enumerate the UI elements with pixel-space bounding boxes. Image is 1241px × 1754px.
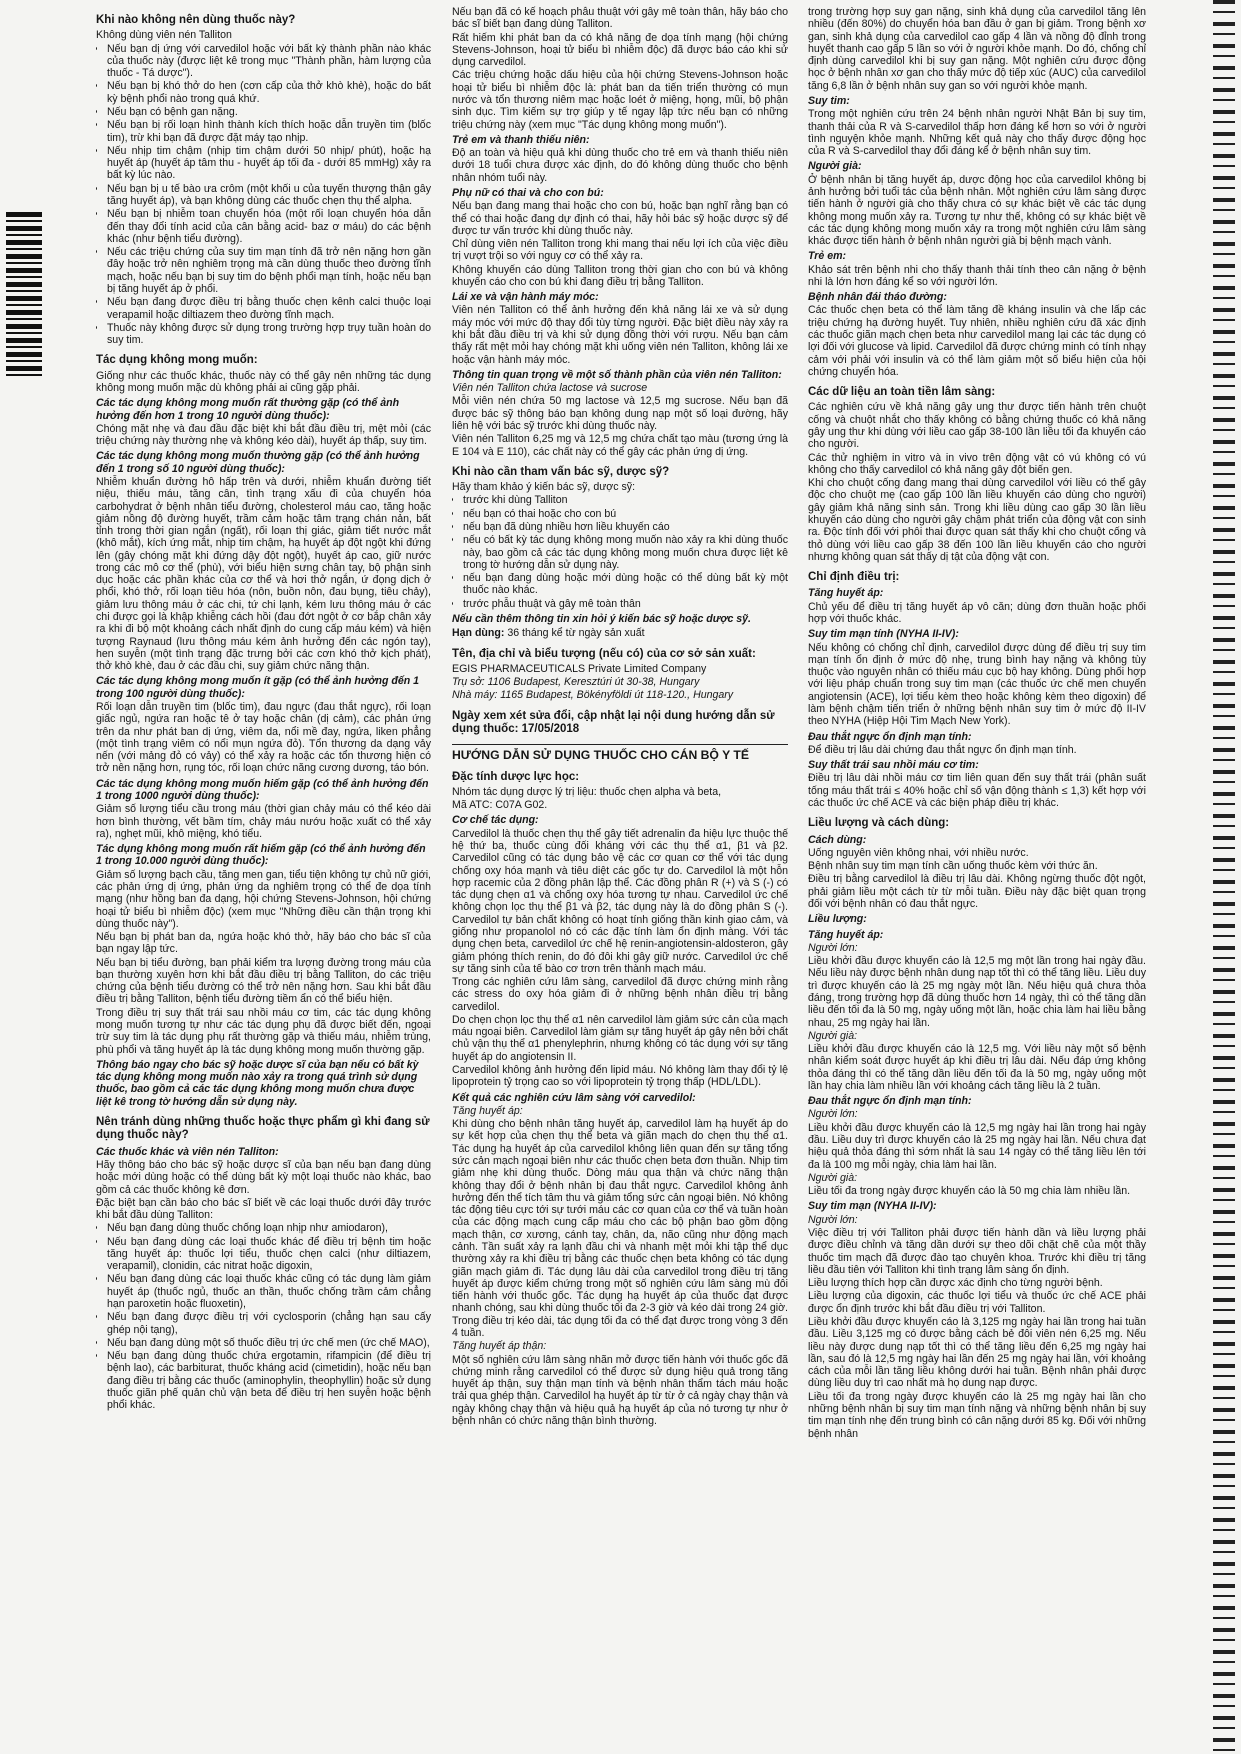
list-item: • Nếu bạn đang dùng một số thuốc điều trị ức chế men (ức chế MAO), bbox=[107, 1337, 431, 1349]
paragraph: Khi dùng cho bệnh nhân tăng huyết áp, carvedilol làm hạ huyết áp do sự kết hợp của chẹn thụ thể beta và giãn mạch do chẹn thụ thể α1. Tác dụng hạ huyết áp của carvedilol không liên quan đến sự tăng tổng sức cản mạch ngoại biên như các thuốc chẹn beta đơn thuần. Nhịp tim giảm nhẹ khi dùng thuốc. Dòng máu qua thận và chức năng thận không thay đổi ở bệnh nhân bị đau thắt ngực. Carvedilol không ảnh hưởng đến thể tích tâm thu và giảm tổng sức cản ngoại biên. Nó không tác động tiêu cực tới sự tưới máu các cơ quan của cơ thể và tuần hoàn của các động mạch cung cấp máu cho các bộ phận bao gồm động mạch thận, cơ xương, cánh tay, chân, da, não cũng như động mạch cảnh. Tần suất xảy ra lạnh đầu chi và nhanh mệt mỏi khi tập thể dục thường xảy ra khi điều trị bằng các thuốc chẹn beta không có tác dụng giãn mạch giảm đi. Tác dụng lâu dài của carvedilol trong điều trị tăng huyết áp được kiểm chứng trong một số nghiên cứu lâm sàng mù đôi tiến hành với thuốc gốc. Tác dụng hạ huyết áp của thuốc đạt được nhanh chóng, sau khi dùng thuốc tối đa 2-3 giờ và kéo dài trong 24 giờ. Trong điều trị kéo dài, tác dụng tối đa có thể đạt được trong vòng 3 đến 4 tuần. bbox=[452, 1118, 788, 1339]
paragraph: Hãy tham khảo ý kiến bác sỹ, dược sỹ: bbox=[452, 481, 636, 494]
paragraph: Chủ yếu để điều trị tăng huyết áp vô căn; dùng đơn thuần hoặc phối hợp với thuốc khác. bbox=[808, 600, 1146, 626]
list-item: • Nếu bạn có bệnh gan nặng. bbox=[107, 106, 431, 118]
paragraph: Việc điều trị với Talliton phải được tiến hành dần và liều lượng phải được điều chỉnh và tăng dần dưới sự theo dõi chặt chẽ của một thầy thuốc tim mạch đã được đào tạo chuyên khoa. Trước khi điều trị tăng liều đầu tiên với Talliton khi tình trạng lâm sàng ổn định. bbox=[808, 1227, 1146, 1276]
subheading: Các tác dụng không mong muốn thường gặp (có thể ảnh hưởng đến 1 trong số 10 người dùng thuốc): bbox=[96, 450, 420, 475]
list-item: • Nếu bạn bị nhiễm toan chuyển hóa (một rối loạn chuyển hóa dẫn đến thay đổi tính acid của cân bằng acid- baz ơ máu) do các bệnh khác (như bệnh tiểu đường). bbox=[107, 208, 431, 245]
bullet-list bbox=[96, 43, 431, 347]
paragraph: Một số nghiên cứu lâm sàng nhãn mở được tiến hành với thuốc gốc đã chứng minh rằng carvedilol có thể được sử dụng hiệu quả trong tăng huyết áp thận, suy thận mạn tính và bệnh nhân thẩm tách máu hoặc trải qua ghép thận. Carvedilol hạ huyết áp từ từ ở cả ngày chạy thận và ngày không chạy thận và hiệu quả hạ huyết áp của nó tương tự như ở bệnh nhân có chức năng thận bình thường. bbox=[452, 1353, 788, 1427]
paragraph: Độ an toàn và hiệu quả khi dùng thuốc cho trẻ em và thanh thiếu niên dưới 18 tuổi chưa được xác định, do đó không dùng thuốc cho bệnh nhân nhóm tuổi này. bbox=[452, 147, 788, 184]
list-item: • nếu có bất kỳ tác dụng không mong muốn nào xảy ra khi dùng thuốc này, bao gồm cả các tác dụng không mong muốn chưa được liệt kê trong tờ hướng dẫn sử dụng này. bbox=[463, 534, 788, 571]
italic-label: Viên nén Talliton chứa lactose và sucrose bbox=[452, 382, 648, 395]
paragraph: Nếu bạn đang mang thai hoặc cho con bú, hoặc bạn nghĩ rằng bạn có thể có thai hoặc đang dự định có thai, hãy hỏi bác sỹ hoặc dược sỹ để được tư vấn trước khi dùng thuốc này. bbox=[452, 200, 788, 237]
paragraph: Các nghiên cứu về khả năng gây ung thư được tiến hành trên chuột cống và chuột nhắt cho thấy không có bằng chứng thuốc có khả năng gây ung thư khi dùng với liều cao gấp 38-100 lần liều tối đa khuyến cáo cho người. bbox=[808, 401, 1146, 451]
paragraph: Nếu bạn đã có kế hoạch phẫu thuật với gây mê toàn thân, hãy báo cho bác sĩ biết bạn đang dùng Talliton. bbox=[452, 6, 788, 31]
list-item: • nếu bạn có thai hoặc cho con bú bbox=[463, 508, 788, 520]
paragraph: Khảo sát trên bệnh nhi cho thấy thanh thải tính theo cân nặng ở bệnh nhi là lớn hơn đáng kể so với người lớn. bbox=[808, 263, 1146, 288]
paragraph: Nhóm tác dụng dược lý trị liệu: thuốc chẹn alpha và beta, bbox=[452, 785, 722, 798]
subheading: Các tác dụng không mong muốn ít gặp (có thể ảnh hưởng đến 1 trong 100 người dùng thuốc): bbox=[96, 675, 420, 700]
paragraph: Rối loạn dẫn truyền tim (blốc tim), đau ngực (đau thắt ngực), rối loạn giấc ngủ, ngứa ran hoặc tê ở tay hoặc chân (dị cảm), các phản ứng trên da như phát ban dị ứng, viêm da, nổi mề đay, ngứa, liken phẳng (một tình trạng viêm có nổi mụn ngứa đỏ). Tổn thương da dạng vảy nến (với mảng đỏ có vảy) có thể xảy ra hoặc các tổn thương hiện có trở nên nặng hơn, rụng tóc, rối loạn chức năng cương dương, táo bón. bbox=[96, 701, 431, 775]
list-item: • Nếu nhịp tim chậm (nhịp tim chậm dưới 50 nhịp/ phút), hoặc hạ huyết áp (huyết áp tâm thu - huyết áp tối đa - dưới 85 mmHg) xảy ra bất kỳ lúc nào. bbox=[107, 145, 431, 182]
paragraph: Liều tối đa trong ngày được khuyến cáo là 25 mg ngày hai lần cho những bệnh nhân bị suy tim mạn tính nặng và những bệnh nhân bị suy tim mạn tính nhẹ đến trung bình có cân nặng dưới 85 kg. Đối với những bệnh nhân bbox=[808, 1390, 1146, 1440]
paragraph: Trong các nghiên cứu lâm sàng, carvedilol đã được chứng minh rằng các stress do oxy hóa giảm đi ở những bệnh nhân điều trị bằng carvedilol. bbox=[452, 976, 788, 1013]
paragraph: Do chẹn chọn lọc thụ thể α1 nên carvedilol làm giảm sức cản của mạch máu ngoại biên. Carvedilol làm giảm sự tăng huyết áp gây nên bởi chất chủ vận thụ thể α1 phenylephrin, nhưng không có tác dụng với sự tăng huyết áp do angiotensin II. bbox=[452, 1013, 788, 1063]
paragraph: Liều khởi đầu được khuyến cáo là 12,5 mg. Với liều này một số bệnh nhân kiểm soát được huyết áp khi điều trị lâu dài. Nếu đáp ứng không thỏa đáng thì có thể tăng dần liều đến tối đa là 50 mg, ngày uống một lần hay chia làm nhiều lần với khoảng cách tăng liều là 2 tuần. bbox=[808, 1043, 1146, 1092]
subheading: Lái xe và vận hành máy móc: bbox=[452, 291, 599, 304]
paragraph: Bệnh nhân suy tim mạn tính cần uống thuốc kèm với thức ăn. bbox=[808, 860, 1098, 873]
paragraph: Ở bệnh nhân bị tăng huyết áp, dược động học của carvedilol không bị ảnh hưởng bởi tuổi tác của bệnh nhân. Một nghiên cứu lâm sàng được tiến hành ở người già cho thấy chưa có sự khác biệt về các tác dụng không mong muốn xảy ra. Tương tự như thế, không có sự khác biệt về các tác dụng không mong muốn xảy ra trong một nghiên cứu lâm sàng khác được tiến hành ở bệnh nhân người già bị bệnh mạch vành. bbox=[808, 173, 1146, 248]
section-heading: Các dữ liệu an toàn tiền lâm sàng: bbox=[808, 386, 996, 399]
paragraph: Khi cho chuột cống đang mang thai dùng carvedilol với liều có thể gây độc cho chuột mẹ (cao gấp 100 lần liều khuyến cáo dùng cho người) gây giảm khả năng sinh sản. Trong khi liều dùng cao gấp 30 lần liều khuyến cáo dùng cho người gây chậm phát triển của động vật con sinh ra. Độc tính đối với phôi thai được quan sát thấy khi cho chuột cống và thỏ dùng với liều cao gấp 38 đến 100 lần liều khuyến cáo cho người nhưng không quan sát thấy dị tật của động vật con. bbox=[808, 477, 1146, 563]
subheading: Liều lượng: bbox=[808, 913, 867, 926]
paragraph: Mỗi viên nén chứa 50 mg lactose và 12,5 mg sucrose. Nếu bạn đã được bác sỹ thông báo bạn không dung nạp một số loại đường, hãy liên hệ với bác sỹ trước khi dùng thuốc này. bbox=[452, 395, 788, 432]
paragraph: Giảm số lượng bạch cầu, tăng men gan, tiểu tiện không tự chủ nữ giới, các phản ứng dị ứng, phản ứng da nghiêm trọng có thể đe dọa tính mạng (như hồng ban đa dạng, hội chứng Stevens-Johnson, hội chứng hoại tử biểu bì nhiễm độc) (xem mục "Những điều cần thận trọng khi dùng thuốc này"). bbox=[96, 868, 431, 930]
paragraph: Mã ATC: C07A G02. bbox=[452, 799, 548, 812]
italic-label: Người lớn: bbox=[808, 1108, 858, 1121]
subheading: Đau thắt ngực ổn định mạn tính: bbox=[808, 730, 972, 743]
paragraph: Nếu bạn bị phát ban da, ngứa hoặc khó thở, hãy báo cho bác sĩ của bạn ngay lập tức. bbox=[96, 931, 431, 956]
paragraph: Liều khởi đầu được khuyến cáo là 12,5 mg ngày hai lần trong hai ngày đầu. Liều duy trì được khuyến cáo là 25 mg ngày hai lần. Nếu chưa đạt hiệu quả thỏa đáng thì sớm nhất là sau 14 ngày có thể tăng liều lên tới đa là 100 mg mỗi ngày, chia làm hai lần. bbox=[808, 1121, 1146, 1171]
italic-label: Người già: bbox=[808, 1171, 858, 1184]
list-item: • Nếu bạn đang dùng các loại thuốc khác để điều trị bệnh tim hoặc tăng huyết áp: thuốc lợi tiểu, thuốc chẹn calci (như diltiazem, verapamil), clonidin, các nitrat hoặc digoxin, bbox=[107, 1236, 431, 1273]
paragraph: Carvedilol không ảnh hưởng đến lipid máu. Nó không làm thay đổi tỷ lệ lipoprotein tỷ trọng cao so với lipoprotein tỷ trọng thấp (HDL/LDL). bbox=[452, 1064, 788, 1089]
expiry-row bbox=[452, 627, 788, 639]
list-item: • Nếu bạn dị ứng với carvedilol hoặc với bất kỳ thành phần nào khác của thuốc này (được liệt kê trong mục "Thành phần, hàm lượng của thuốc - Tá dược"). bbox=[107, 43, 431, 80]
italic-label: Người lớn: bbox=[808, 941, 858, 954]
list-item: • Thuốc này không được sử dụng trong trường hợp trụy tuần hoàn do suy tim. bbox=[107, 322, 431, 347]
expiry-label: Hạn dùng: bbox=[452, 627, 505, 640]
paragraph: Carvedilol là thuốc chẹn thụ thể gây tiết adrenalin đa hiệu lực thuộc thế hệ thứ ba, thuốc cùng đối kháng với các thụ thể α1, β1 và β2. Carvedilol cũng có tác dụng bảo vệ các cơ quan cơ thể với tác dụng chống oxy hóa mạnh và tiêu diệt các gốc tự do. Carvedilol là một hỗn hợp racemic của 2 đồng phân lập thể. Các đồng phân R (+) và S (-) có tác dụng chẹn α1 và chống oxy hóa tương tự nhau. Carvedilol ức chế không chọn lọc thụ thể β1 và β2, tác dụng này là do đồng phân S (-). Carvedilol tự bản chất không có hoạt tính giống thần kinh giao cảm, và giống như propanolol nó có các đặc tính làm ổn định màng. Với tác dụng chẹn beta, carvedilol ức chế hệ renin-angiotensin-aldosteron, gây giảm phóng thích renin, do đó đôi khi gây giữ nước. Carvedilol ức chế sự tăng sinh của tế bào cơ trơn trên thành mạch máu. bbox=[452, 827, 788, 975]
paragraph: trong trường hợp suy gan nặng, sinh khả dụng của carvedilol tăng lên nhiều (đến 80%) do chuyển hóa ban đầu ở gan bị giảm. Trong bệnh xơ gan, sinh khả dụng của carvedilol cao gấp 4 lần và nồng độ đỉnh trong huyết thanh cao gấp 5 lần so với ở người khỏe mạnh. Do đó, chống chỉ định dùng carvedilol khi bị suy gan nặng. Một nghiên cứu được động học ở bệnh nhân xơ gan cho thấy mức độ tiếp xúc (AUC) của carvedilol tăng 6,8 lần ở bệnh nhân suy gan so với người khỏe mạnh. bbox=[808, 6, 1146, 92]
text-column-1 bbox=[96, 6, 431, 1413]
paragraph: Viên nén Talliton có thể ảnh hưởng đến khả năng lái xe và sử dụng máy móc với mức độ thay đổi tùy từng người. Đặc biệt điều này xảy ra khi bắt đầu điều trị và khi sử dụng đồng thời với rượu. Nếu bạn cảm thấy rất mệt mỏi hay chóng mặt khi uống viên nén Talliton, không lái xe hoặc vận hành máy móc. bbox=[452, 304, 788, 366]
list-item: • trước phẫu thuật và gây mê toàn thân bbox=[463, 598, 788, 610]
list-item: • nếu bạn đã dùng nhiều hơn liều khuyến cáo bbox=[463, 521, 788, 533]
section-heading: Tên, địa chỉ và biểu tượng (nếu có) của cơ sở sản xuất: bbox=[452, 647, 756, 660]
paragraph: Nếu không có chống chỉ định, carvedilol được dùng để điều trị suy tim mạn tính ổn định ở mức độ nhẹ, trung bình hay nặng và không tùy thuộc vào nguyên nhân có thiếu máu cục bộ hay không. Dùng phối hợp với liệu pháp chuẩn trong suy tim mạn (các thuốc ức chế men chuyển angiotensin (ACE), lợi tiểu kèm theo hoặc không kèm theo digoxin) để làm bệnh chậm tiến triển ở những bệnh nhân suy tim ở mức độ II-IV theo NYHA (Hiệp Hội Tim Mạch New York). bbox=[808, 641, 1146, 728]
text-column-3 bbox=[808, 6, 1146, 1441]
section-heading: Khi nào cần tham vấn bác sỹ, dược sỹ? bbox=[452, 465, 670, 478]
subheading: Phụ nữ có thai và cho con bú: bbox=[452, 186, 604, 199]
paragraph: Nhiễm khuẩn đường hô hấp trên và dưới, nhiễm khuẩn đường tiết niệu, thiếu máu, tăng cân, tình trạng xấu đi của chuyển hóa carbohydrat ở bệnh nhân tiểu đường, cholesterol máu cao, tăng hoặc giảm nồng độ đường huyết, trầm cảm hoặc tâm trạng chán nản, bất tỉnh trong thời gian ngắn (ngất), rối loạn thị giác, giảm tiết nước mắt (khô mắt), kích ứng mắt, nhịp tim chậm, hạ huyết áp đột ngột khi đứng lên (gây chóng mặt khi đứng dậy đột ngột), huyết áp cao, giữ nước trong các mô cơ thể (phù), với biểu hiện sưng chân tay, bộ phận sinh dục hoặc các phần khác của cơ thể và hơi thở ngắn, ứ đọng dịch ở phổi, khó thở, rối loạn tiêu hóa (nôn, buồn nôn, đau bụng, tiêu chảy), giảm lưu thông máu ở các chi, tứ chi lạnh, kém lưu thông máu ở các chi được gọi là khập khiễng cách hồi (đau đớt ngột ở cơ bắp chân xảy ra khi đi bộ một khoảng cách nhất định do cung cấp máu kém) và hiện tượng Raynaud (lưu thông máu kém ảnh hưởng đến các ngón tay), hen suyễn (một tình trạng đặc trưng bởi các cơn khó thở kịch phát), thở khò khè, đau ở các đầu chi, suy giảm chức năng thận. bbox=[96, 475, 431, 673]
subheading: Cách dùng: bbox=[808, 833, 867, 846]
paragraph: Để điều trị lâu dài chứng đau thắt ngực ổn định mạn tính. bbox=[808, 743, 1077, 756]
list-item: • Nếu bạn bị u tế bào ưa crôm (một khối u của tuyến thượng thận gây tăng huyết áp), và bạn không dùng các thuốc chẹn thụ thể alpha. bbox=[107, 183, 431, 208]
subheading: Suy tim: bbox=[808, 94, 850, 107]
subheading: Suy thất trái sau nhồi máu cơ tim: bbox=[808, 759, 979, 772]
list-item: • Nếu bạn đang dùng các loại thuốc khác cũng có tác dụng làm giảm huyết áp (thuốc ngủ, thuốc an thần, thuốc chống trầm cảm chẳng hạn paroxetin hoặc fluoxetin), bbox=[107, 1273, 431, 1310]
subheading: Tác dụng không mong muốn rất hiếm gặp (có thể ảnh hưởng đến 1 trong 10.000 người dùng thuốc): bbox=[96, 843, 426, 868]
list-item: • trước khi dùng Talliton bbox=[463, 494, 788, 506]
subheading: Nếu cần thêm thông tin xin hỏi ý kiến bác sỹ hoặc dược sỹ. bbox=[452, 612, 752, 625]
paragraph: Liều khởi đầu được khuyến cáo là 3,125 mg ngày hai lần trong hai tuần đầu. Liều 3,125 mg có được bằng cách bẻ đôi viên nén 6,25 mg. Nếu liều này được dung nạp tốt thì có thể tăng liều đến 6,25 mg ngày hai lần, sau đó là 12,5 mg ngày hai lần đến 25 mg ngày hai lần, với khoảng cách của mỗi lần tăng liều không dưới hai tuần. Bệnh nhân phải được dùng liều duy trì cao nhất mà họ dung nạp được. bbox=[808, 1315, 1146, 1390]
registration-mark-strip bbox=[1213, 0, 1235, 1754]
subheading: Suy tim mạn (NYHA II-IV): bbox=[808, 1200, 937, 1213]
paragraph: Điều trị bằng carvedilol là điều trị lâu dài. Không ngừng thuốc đột ngột, phải giảm liều một cách từ từ mỗi tuần. Điều này đặc biệt quan trọng đối với bệnh nhân có đau thắt ngực. bbox=[808, 873, 1146, 910]
paragraph: Liều lượng của digoxin, các thuốc lợi tiểu và thuốc ức chế ACE phải được ổn định trước khi bắt đầu điều trị với Talliton. bbox=[808, 1290, 1146, 1315]
subheading: Thông báo ngay cho bác sỹ hoặc dược sĩ của bạn nếu có bất kỳ tác dụng không mong muốn nào xảy ra trong quá trình sử dụng thuốc, bao gồm cả các tác dụng không mong muốn chưa được liệt kê trong tờ hướng dẫn sử dụng này. bbox=[96, 1058, 419, 1108]
section-heading: Khi nào không nên dùng thuốc này? bbox=[96, 14, 296, 26]
italic-label: Tăng huyết áp: bbox=[452, 1104, 523, 1117]
section-heading: Đặc tính dược lực học: bbox=[452, 770, 580, 783]
list-item: • nếu bạn đang dùng hoặc mới dùng hoặc có thể dùng bất kỳ một thuốc nào khác. bbox=[463, 572, 788, 597]
barcode-mark bbox=[6, 212, 42, 377]
list-item: • Nếu bạn đang được điều trị với cyclosporin (chẳng hạn sau cấy ghép nội tạng), bbox=[107, 1311, 431, 1336]
paragraph: Không dùng viên nén Talliton bbox=[96, 29, 232, 42]
text-column-2 bbox=[452, 6, 788, 1428]
paragraph: Uống nguyên viên không nhai, với nhiều nước. bbox=[808, 846, 1029, 859]
list-item: • Nếu bạn bị khó thở do hen (cơn cấp của thở khò khè), hoặc do bất kỳ bệnh phổi nào trong quá khứ. bbox=[107, 80, 431, 105]
section-heading: Tác dụng không mong muốn: bbox=[96, 354, 258, 367]
subheading: Cơ chế tác dụng: bbox=[452, 814, 539, 827]
subheading: Bệnh nhân đái tháo đường: bbox=[808, 291, 947, 304]
list-item: • Nếu bạn bị rối loạn hình thành kích thích hoặc dẫn truyền tim (blốc tim), trừ khi bạn đã được đặt máy tạo nhịp. bbox=[107, 119, 431, 144]
paragraph: Không khuyến cáo dùng Talliton trong thời gian cho con bú và không khuyến cáo cho con bú khi đang điều trị bằng Talliton. bbox=[452, 263, 788, 288]
subheading: Tăng huyết áp: bbox=[808, 928, 884, 941]
paragraph: Chỉ dùng viên nén Talliton trong khi mang thai nếu lợi ích của việc điều trị vượt trội so với nguy cơ có thể xảy ra. bbox=[452, 238, 788, 263]
paragraph: Liều lượng thích hợp cần được xác định cho từng người bệnh. bbox=[808, 1277, 1103, 1290]
paragraph: Rất hiếm khi phát ban da có khả năng đe dọa tính mạng (hội chứng Stevens-Johnson, hoại tử biểu bì nhiễm độc) đã được báo cáo khi sử dụng carvedilol. bbox=[452, 31, 788, 69]
paragraph: Chóng mặt nhẹ và đau đầu đặc biệt khi bắt đầu điều trị, mệt mỏi (các triệu chứng này thường nhẹ và không kéo dài), huyết áp thấp, suy tim. bbox=[96, 422, 431, 448]
subheading: Tăng huyết áp: bbox=[808, 587, 884, 600]
paragraph: Giống như các thuốc khác, thuốc này có thể gây nên những tác dụng không mong muốn mặc dù không phải ai cũng gặp phải. bbox=[96, 369, 431, 394]
italic-label: Người già: bbox=[808, 1029, 858, 1042]
italic-label: Tăng huyết áp thận: bbox=[452, 1340, 547, 1353]
bullet-list bbox=[96, 1222, 431, 1411]
paragraph: Đặc biệt bạn cần báo cho bác sĩ biết về các loại thuốc dưới đây trước khi bắt đầu dùng Talliton: bbox=[96, 1196, 431, 1222]
subheading: Người già: bbox=[808, 160, 862, 173]
subheading: Các tác dụng không mong muốn hiếm gặp (có thể ảnh hưởng đến 1 trong 1000 người dùng thuốc): bbox=[96, 777, 429, 802]
paragraph: Viên nén Talliton 6,25 mg và 12,5 mg chứa chất tạo màu (tương ứng là E 104 và E 110), các chất này có thể gây các phản ứng dị ứng. bbox=[452, 433, 788, 458]
paragraph: Nếu bạn bị tiểu đường, bạn phải kiểm tra lượng đường trong máu của bạn thường xuyên hơn khi bắt đầu điều trị bằng Talliton, do các triệu chứng của bệnh tiểu đường có thể trở nên nặng hơn. Sau khi bắt đầu điều trị bằng Talliton, bệnh tiểu đường tiềm ẩn có thể biểu hiện. bbox=[96, 956, 431, 1006]
list-item: • Nếu bạn đang được điều trị bằng thuốc chẹn kênh calci thuộc loại verapamil hoặc diltiazem theo đường tĩnh mạch. bbox=[107, 296, 431, 321]
subheading: Kết quả các nghiên cứu lâm sàng với carvedilol: bbox=[452, 1091, 696, 1104]
paragraph: Các thử nghiệm in vitro và in vivo trên động vật có vú không có vú không cho thấy carvedilol có khả năng gây đột biến gen. bbox=[808, 451, 1146, 476]
paragraph: Giảm số lượng tiểu cầu trong máu (thời gian chảy máu có thể kéo dài hơn bình thường, vết bầm tím, chảy máu nướu hoặc xuất có thể xảy ra), nghẹt mũi, khô miệng, khó tiểu. bbox=[96, 803, 431, 840]
paragraph: Liều khởi đầu được khuyến cáo là 12,5 mg một lần trong hai ngày đầu. Nếu liều này được bệnh nhân dung nạp tốt thì có thể tăng liều. Liều duy trì được khuyến cáo là 25 mg ngày một lần. Nếu hiệu quả chưa thỏa đáng, trong trường hợp đã dùng thuốc hơn 14 ngày, thì có thể tăng dần liều đến tối đa là 50 mg, ngày uống một lần, hoặc chia làm hai liều bằng nhau, 25 mg ngày hai lần. bbox=[808, 955, 1146, 1029]
subheading: Suy tim mạn tính (NYHA II-IV): bbox=[808, 628, 959, 641]
paragraph: Trong điều trị suy thất trái sau nhồi máu cơ tim, các tác dụng không mong muốn tương tự như các tác dụng phụ đã được biết đến, ngoại trừ suy tim là tác dụng phụ rất thường gặp và thiếu máu, nhiễm trùng, phù phổi và tăng huyết áp là tác dụng không mong muốn thường gặp. bbox=[96, 1006, 431, 1056]
subheading: Trẻ em: bbox=[808, 250, 847, 263]
bullet-list bbox=[452, 494, 788, 610]
list-item: • Nếu các triệu chứng của suy tim mạn tính đã trở nên nặng hơn gần đây hoặc trở nên nghiêm trọng mà cần dùng thuốc theo đường tĩnh mạch, hoặc nếu bạn bị suy tim do bệnh phổi mạn tính, hoặc nếu bạn bị tăng huyết áp ở phổi. bbox=[107, 246, 431, 295]
paragraph: Liều tối đa trong ngày được khuyến cáo là 50 mg chia làm nhiều lần. bbox=[808, 1185, 1131, 1198]
paragraph: EGIS PHARMACEUTICALS Private Limited Company bbox=[452, 662, 707, 675]
subheading: Các thuốc khác và viên nén Talliton: bbox=[96, 1145, 279, 1158]
paragraph: Hãy thông báo cho bác sỹ hoặc dược sĩ của bạn nếu bạn đang dùng hoặc mới dùng hoặc có thể dùng bất kỳ một loại thuốc nào khác, bao gồm cả các thuốc không kê đơn. bbox=[96, 1158, 431, 1196]
section-heading: Chỉ định điều trị: bbox=[808, 571, 900, 584]
italic-label: Trụ sở: 1106 Budapest, Keresztúri út 30-38, Hungary bbox=[452, 676, 700, 689]
list-item: • Nếu bạn đang dùng thuốc chứa ergotamin, rifampicin (để điều trị bệnh lao), các barbiturat, thuốc kháng acid (cimetidin), hoặc nếu bạn đang điều trị bằng các thuốc (aminophylin, theophyllin) hoặc sử dụng thuốc giãn phế quản chủ vận beta để điều trị hen suyễn hoặc bệnh phổi khác. bbox=[107, 1350, 431, 1411]
paragraph: Điều trị lâu dài nhồi máu cơ tim liên quan đến suy thất trái (phân suất tống máu thất trái ≤ 40% hoặc chỉ số vận động thành ≤ 1,3) kết hợp với các thuốc ức chế ACE và các biện pháp điều trị khác. bbox=[808, 772, 1146, 809]
paragraph: Các thuốc chẹn beta có thể làm tăng đề kháng insulin và che lấp các triệu chứng hạ đường huyết. Tuy nhiên, nhiều nghiên cứu đã xác định các thuốc giãn mạch chẹn beta như carvedilol mang lại các tác dụng có lợi đối với glucose và lipid. Carvedilol đã được chứng minh có tính nhạy cảm với phải với insulin và có thể làm giảm một số biểu hiện của hội chứng chuyển hóa. bbox=[808, 304, 1146, 378]
section-heading: Liều lượng và cách dùng: bbox=[808, 817, 950, 830]
section-heading: Ngày xem xét sửa đổi, cập nhật lại nội dung hướng dẫn sử dụng thuốc: 17/05/2018 bbox=[452, 709, 775, 736]
italic-label: Nhà máy: 1165 Budapest, Bökényföldi út 118-120., Hungary bbox=[452, 689, 734, 702]
expiry-value: 36 tháng kể từ ngày sản xuất bbox=[507, 627, 645, 640]
italic-label: Người lớn: bbox=[808, 1213, 858, 1226]
subheading: Các tác dụng không mong muốn rất thường gặp (có thể ảnh hưởng đến hơn 1 trong 10 người dùng thuốc): bbox=[96, 397, 400, 422]
section-heading: Nên tránh dùng những thuốc hoặc thực phẩm gì khi đang sử dụng thuốc này? bbox=[96, 1116, 430, 1142]
subheading: Đau thắt ngực ổn định mạn tính: bbox=[808, 1095, 972, 1108]
list-item: • Nếu bạn đang dùng thuốc chống loạn nhịp như amiodaron), bbox=[107, 1222, 431, 1234]
paragraph: Trong một nghiên cứu trên 24 bệnh nhân người Nhật Bản bị suy tim, thanh thải của R và S-carvedilol thấp hơn đáng kể hơn so với ở người tình nguyện khỏe mạnh. Những kết quả này cho thấy được động học của R và S-carvedilol thay đổi đáng kể ở bệnh nhân suy tim. bbox=[808, 108, 1146, 158]
professional-section-title: HƯỚNG DẪN SỬ DỤNG THUỐC CHO CÁN BỘ Y TẾ bbox=[452, 744, 788, 762]
subheading: Trẻ em và thanh thiếu niên: bbox=[452, 133, 590, 146]
subheading: Thông tin quan trọng về một số thành phần của viên nén Talliton: bbox=[452, 368, 782, 381]
paragraph: Các triệu chứng hoặc dấu hiệu của hội chứng Stevens-Johnson hoặc hoại tử biểu bì nhiễm độc là: phát ban da tiến triển thường có mụn nước và tổn thương niêm mạc hoặc loét ở miệng, họng, mũi, bộ phận sinh dục. Tìm kiếm sự trợ giúp y tế ngay lập tức nếu bạn có những triệu chứng này (xem mục "Tác dụng không mong muốn"). bbox=[452, 69, 788, 131]
